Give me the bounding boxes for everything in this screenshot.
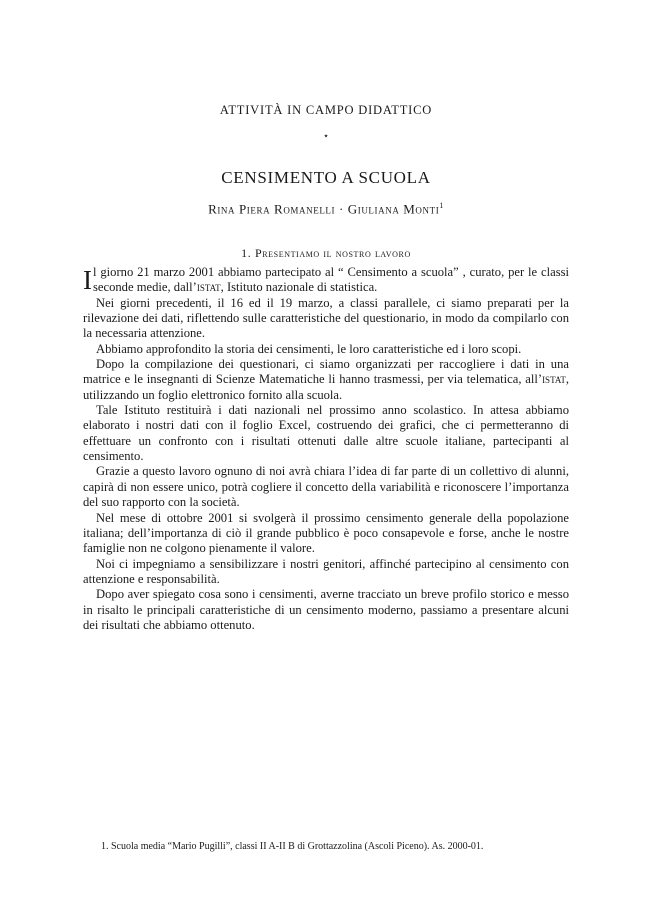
- article-title: CENSIMENTO A SCUOLA: [221, 168, 431, 187]
- paragraph-1-part-a: l giorno 21 marzo 2001 abbiamo partecipato al “ Censimento a scuola” , curato, per le classi seconde medie, dall’: [93, 265, 569, 295]
- paragraph-1: [83, 265, 569, 296]
- istat-acronym: istat: [542, 372, 566, 387]
- paragraph-2: Nei giorni precedenti, il 16 ed il 19 marzo, a classi parallele, ci siamo preparati per la rilevazione dei dati, riflettendo sulle caratteristiche del questionario, in modo da compilarlo con la necessaria attenzione.: [83, 295, 569, 341]
- authors-line: [83, 201, 569, 217]
- ornament-star: ⋆: [322, 131, 330, 142]
- paragraph-4-part-a: Dopo la compilazione dei questionari, ci siamo organizzati per raccogliere i dati in una matrice e le insegnanti di Scienze Matematiche li hanno trasmessi, per via telematica, all’: [83, 357, 569, 387]
- authors-names: Rina Piera Romanelli · Giuliana Monti: [208, 201, 440, 217]
- section-heading: 1. Presentiamo il nostro lavoro: [241, 246, 411, 260]
- footnote: 1. Scuola media “Mario Pugilli”, classi II A-II B di Grottazzolina (Ascoli Piceno). As. 2000-01.: [101, 841, 484, 852]
- author-footnote-ref: 1: [439, 201, 444, 210]
- istat-acronym: istat: [196, 280, 221, 295]
- page: [83, 0, 569, 917]
- running-section-label: ATTIVITÀ IN CAMPO DIDATTICO: [219, 103, 433, 117]
- paragraph-7: Nel mese di ottobre 2001 si svolgerà il prossimo censimento generale della popolazione italiana; dell’importanza di ciò il grande pubblico è poco consapevole e forse, anche le nostre famiglie non ne colgono pienamente il valore.: [83, 510, 569, 556]
- paragraph-3: Abbiamo approfondito la storia dei censimenti, le loro caratteristiche ed i loro scopi.: [96, 341, 522, 356]
- paragraph-1-part-b: , Istituto nazionale di statistica.: [220, 280, 378, 295]
- paragraph-6: Grazie a questo lavoro ognuno di noi avrà chiara l’idea di far parte di un collettivo di alunni, capirà di non essere unico, potrà cogliere il concetto della variabilità e riconoscere l’importanza del suo rapporto con la società.: [83, 464, 569, 510]
- paragraph-5: Tale Istituto restituirà i dati nazionali nel prossimo anno scolastico. In attesa abbiamo elaborato i nostri dati con il foglio Excel, costruendo dei grafici, che ci permetteranno di effettuare un confronto con i risultati ottenuti dalle altre scuole italiane, partecipanti al censimento.: [83, 403, 569, 464]
- paragraph-9: Dopo aver spiegato cosa sono i censimenti, averne tracciato un breve profilo storico e messo in risalto le principali caratteristiche di un censimento moderno, passiamo a presentare alcuni dei risultati che abbiamo ottenuto.: [83, 587, 569, 632]
- body-text: [83, 265, 569, 633]
- paragraph-4-part-b: , utilizzando un foglio elettronico fornito alla scuola.: [83, 372, 569, 402]
- paragraph-8: Noi ci impegniamo a sensibilizzare i nostri genitori, affinché partecipino al censimento con attenzione e responsabilità.: [83, 556, 569, 586]
- drop-cap: I: [83, 265, 92, 295]
- paragraph-4: [83, 357, 569, 403]
